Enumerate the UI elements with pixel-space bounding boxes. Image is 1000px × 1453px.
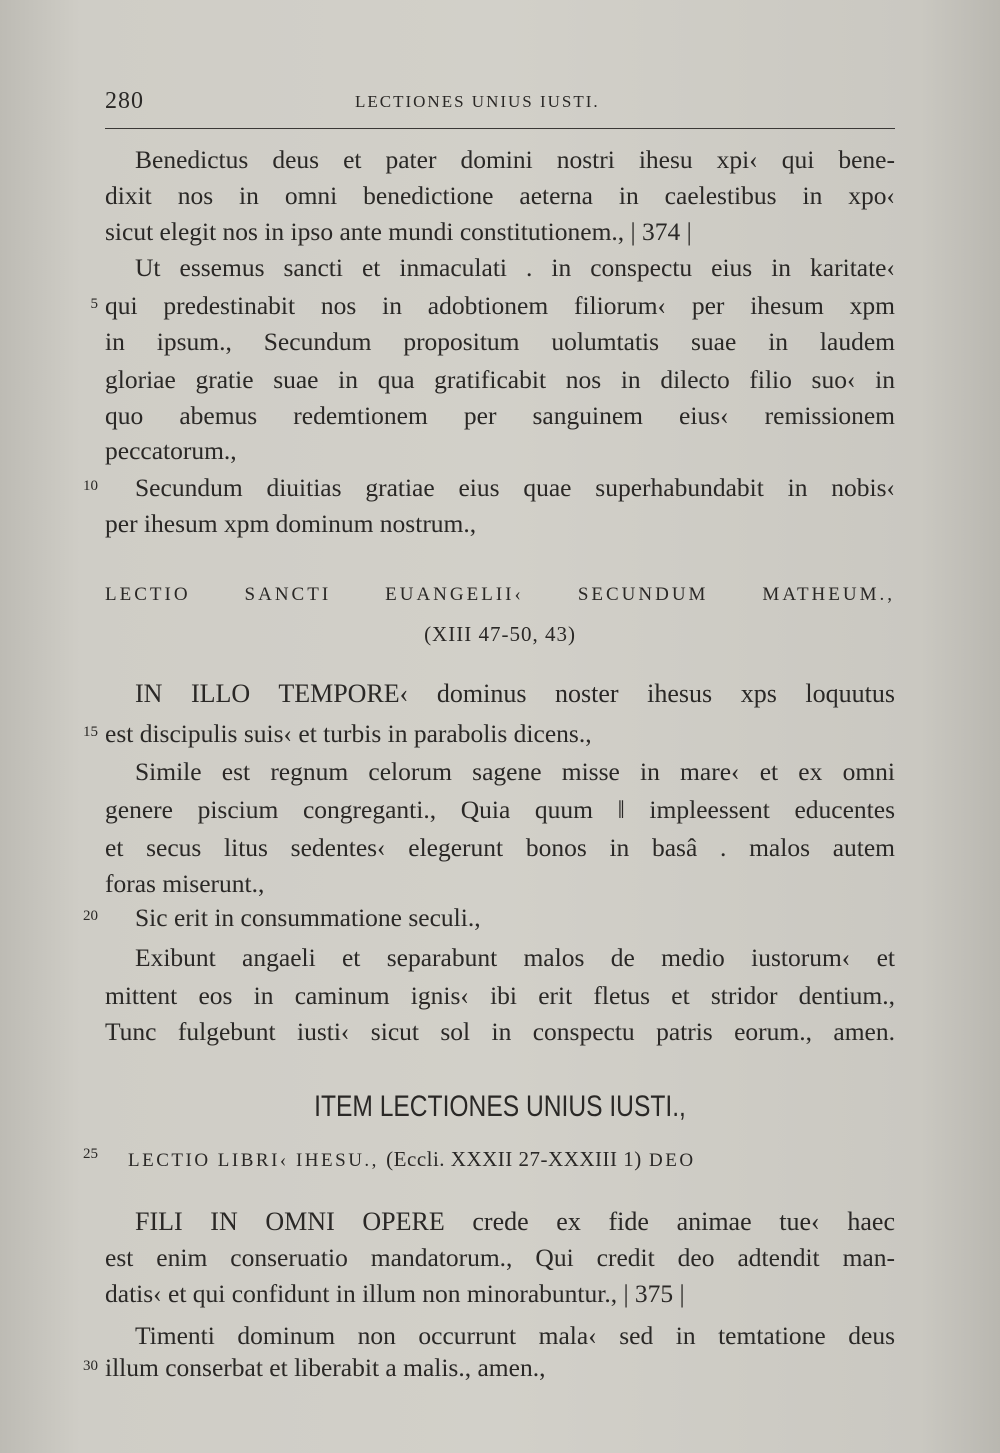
text-line: mittent eos in caminum ignis‹ ibi erit fletus et stridor dentium.,: [105, 981, 895, 1010]
page-header: [105, 88, 895, 122]
text-line: Secundum diuitias gratiae eius quae superhabundabit in nobis‹: [135, 473, 895, 502]
text-line: Exibunt angaeli et separabunt malos de medio iustorum‹ et: [135, 943, 895, 972]
line-number: 20: [83, 908, 98, 924]
header-rule: [105, 128, 895, 129]
line-number: 30: [83, 1358, 98, 1374]
text-line: gloriae gratie suae in qua gratificabit nos in dilecto filio suo‹ in: [105, 365, 895, 394]
text-line: est enim conseruatio mandatorum., Qui credit deo adtendit man-: [105, 1243, 895, 1272]
text-line: Benedictus deus et pater domini nostri ihesu xpi‹ qui bene-: [135, 145, 895, 174]
text-line: IN ILLO TEMPORE‹ dominus noster ihesus xps loquutus: [135, 679, 895, 708]
text-line: datis‹ et qui confidunt in illum non minorabuntur., | 375 |: [105, 1279, 685, 1308]
text-line: est discipulis suis‹ et turbis in parabolis dicens.,: [105, 719, 592, 748]
section-reference: (XIII 47-50, 43): [424, 622, 576, 646]
text-line: illum conserbat et liberabit a malis., amen.,: [105, 1353, 546, 1382]
running-title: LECTIONES UNIUS IUSTI.: [355, 92, 600, 111]
heading-text: LECTIO LIBRI‹ IHESU.,: [128, 1150, 379, 1171]
line-number: 15: [83, 724, 98, 740]
section-title: ITEM LECTIONES UNIUS IUSTI.,: [314, 1090, 686, 1123]
text-line: per ihesum xpm dominum nostrum.,: [105, 509, 477, 538]
text-line: quo abemus redemtionem per sanguinem eius‹ remissionem: [105, 401, 895, 430]
text-line: Sic erit in consummatione seculi.,: [135, 903, 481, 932]
text-line: foras miserunt.,: [105, 869, 265, 898]
text-line: in ipsum., Secundum propositum uolumtatis suae in laudem: [105, 327, 895, 356]
page-number: 280: [105, 88, 144, 114]
text-line: et secus litus sedentes‹ elegerunt bonos in basâ . malos autem: [105, 833, 895, 862]
text-line: Timenti dominum non occurrunt mala‹ sed in temtatione deus: [135, 1321, 895, 1350]
text-line: peccatorum.,: [105, 436, 237, 465]
line-number: 25: [83, 1146, 98, 1162]
text-line: Simile est regnum celorum sagene misse in mare‹ et ex omni: [135, 757, 895, 786]
text-line: dixit nos in omni benedictione aeterna in caelestibus in xpo‹: [105, 181, 895, 210]
heading-end: DEO: [649, 1150, 696, 1171]
line-number: 10: [83, 478, 98, 494]
text-line: qui predestinabit nos in adobtionem filiorum‹ per ihesum xpm: [105, 291, 895, 320]
line-number: 5: [90, 296, 98, 312]
section-heading-2: [128, 1142, 893, 1176]
text-line: Ut essemus sancti et inmaculati . in conspectu eius in karitate‹: [135, 253, 895, 282]
text-line: FILI IN OMNI OPERE crede ex fide animae tue‹ haec: [135, 1207, 895, 1236]
text-line: genere piscium congreganti., Quia quum ‖ impleessent educentes: [105, 795, 895, 824]
text-line: sicut elegit nos in ipso ante mundi constitutionem., | 374 |: [105, 217, 692, 246]
text-line: Tunc fulgebunt iusti‹ sicut sol in conspectu patris eorum., amen.: [105, 1017, 895, 1046]
heading-reference: (Eccli. XXXII 27-XXXIII 1): [386, 1147, 642, 1171]
section-heading: LECTIO SANCTI EUANGELII‹ SECUNDUM MATHEUM.,: [105, 584, 895, 605]
